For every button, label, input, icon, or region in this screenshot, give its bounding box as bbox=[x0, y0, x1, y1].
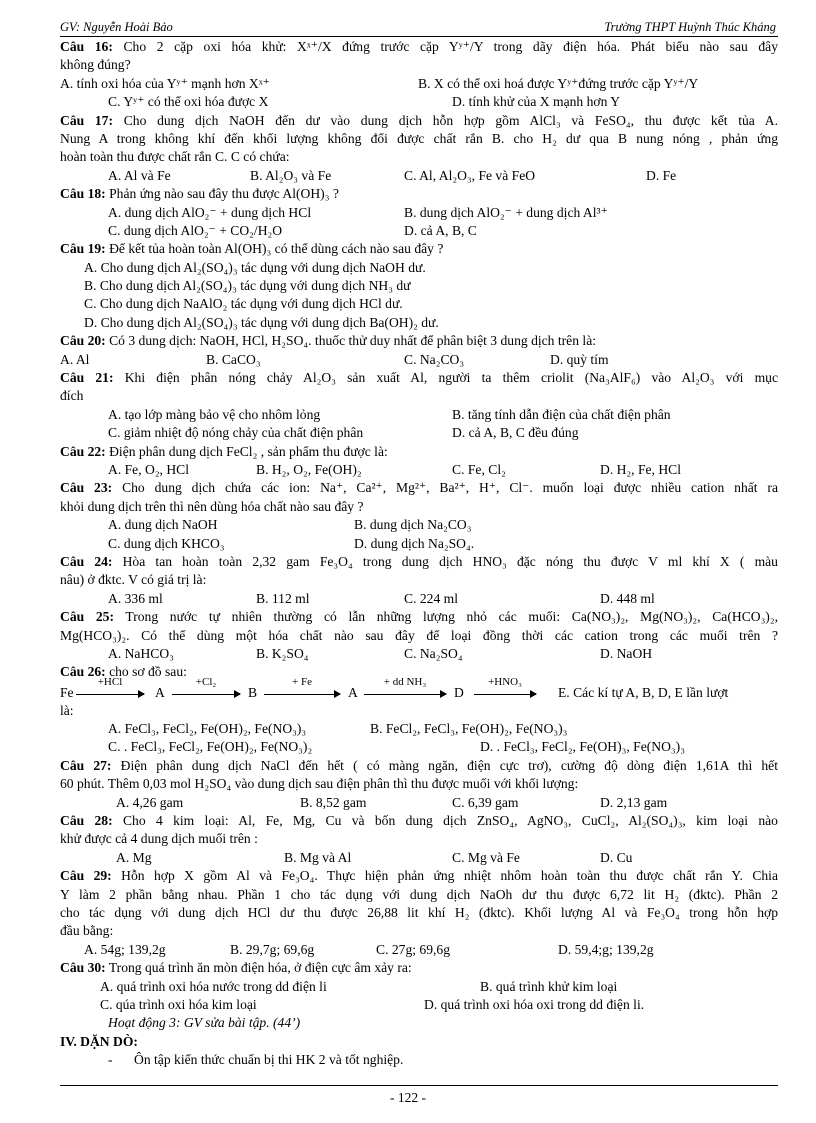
option-b: B. Mg và Al bbox=[284, 849, 352, 865]
scheme-d: D bbox=[454, 684, 464, 700]
option-c: C. Na₂CO₃ bbox=[404, 351, 465, 367]
header-teacher: GV: Nguyễn Hoài Bảo bbox=[60, 20, 173, 34]
option-c: C. giảm nhiệt độ nóng chảy của chất điện phân bbox=[108, 425, 364, 441]
question-29-text-cont2: cho tác dụng với dung dịch HCl dư thu được 26,88 lit khí H₂ (đktc). Khối lượng Al và Fe₃O₄ trong hỗn hợp bbox=[60, 904, 778, 920]
arrow-4-shaft bbox=[364, 684, 446, 695]
question-21-options-row1 bbox=[60, 406, 778, 424]
option-d: D. tính khử của X mạnh hơn Y bbox=[452, 94, 621, 110]
option-d: D. cả A, B, C đều đúng bbox=[452, 425, 579, 441]
question-16-text-cont: không đúng? bbox=[60, 57, 131, 73]
question-17-text-cont2: hoàn toàn thu được chất rắn C. C có chứa: bbox=[60, 149, 290, 165]
option-d: D. H₂, Fe, HCl bbox=[600, 461, 682, 477]
option-d: D. NaOH bbox=[600, 645, 653, 661]
option-c: C. dung dịch KHCO₃ bbox=[108, 535, 225, 551]
question-17-text: Câu 17: Cho dung dịch NaOH đến dư vào dung dịch hỗn hợp gồm AlCl₃ và FeSO₄, thu được kết tủa A. bbox=[60, 112, 778, 128]
arrow-5-label: +HNO₃ bbox=[488, 675, 522, 688]
question-24-options bbox=[60, 590, 778, 608]
option-a: A. 4,26 gam bbox=[116, 794, 184, 810]
question-number: Câu 21: bbox=[60, 370, 114, 386]
option-a: A. dung dịch NaOH bbox=[108, 517, 218, 533]
option-c: C. Na₂SO₄ bbox=[404, 645, 463, 661]
section-homework-title: IV. DẶN DÒ: bbox=[60, 1033, 138, 1049]
question-28-text-cont: khử được cả 4 dung dịch muối trên : bbox=[60, 831, 258, 847]
option-b: B. Al₂O₃ và Fe bbox=[250, 167, 332, 183]
option-d: D. Fe bbox=[646, 167, 677, 183]
option-c: C. 6,39 gam bbox=[452, 794, 519, 810]
question-number: Câu 17: bbox=[60, 112, 113, 128]
option-b: B. K₂SO₄ bbox=[256, 645, 309, 661]
scheme-arrow-1 bbox=[76, 675, 144, 700]
question-29-text: Câu 29: Hỗn hợp X gồm Al và Fe₃O₄. Thực hiện phản ứng nhiệt nhôm hoàn toàn thu được chất rắn Y. Chia bbox=[60, 868, 778, 884]
question-19-option-b: B. Cho dung dịch Al₂(SO₄)₃ tác dụng với dung dịch NH₃ dư bbox=[84, 278, 411, 294]
question-30-options-row2 bbox=[60, 996, 778, 1014]
option-c: C. 27g; 69,6g bbox=[376, 941, 451, 957]
option-d: D. 448 ml bbox=[600, 590, 655, 606]
option-b: B. dung dịch AlO₂⁻ + dung dịch Al³⁺ bbox=[404, 204, 608, 220]
question-22-text: Câu 22: Điện phân dung dịch FeCl₂ , sản phẩm thu được là: bbox=[60, 443, 388, 459]
question-18-options-row1 bbox=[60, 204, 778, 222]
option-b: B. 112 ml bbox=[256, 590, 310, 606]
option-d: D. 59,4;g; 139,2g bbox=[558, 941, 654, 957]
arrow-1-label: +HCl bbox=[97, 675, 123, 688]
question-29-text-cont3: đầu bằng: bbox=[60, 923, 114, 939]
question-number: Câu 26: bbox=[60, 664, 106, 680]
option-d: D. cả A, B, C bbox=[404, 222, 477, 238]
question-16-options-row2 bbox=[60, 93, 778, 111]
option-b: B. 8,52 gam bbox=[300, 794, 367, 810]
option-a: A. FeCl₃, FeCl₂, Fe(OH)₂, Fe(NO₃)₃ bbox=[108, 721, 307, 737]
question-24-text-cont: nâu) ở đktc. V có giá trị là: bbox=[60, 572, 207, 588]
question-19-text: Câu 19: Để kết tủa hoàn toàn Al(OH)₃ có thể dùng cách nào sau đây ? bbox=[60, 241, 444, 257]
question-23-text: Câu 23: Cho dung dịch chứa các ion: Na⁺, Ca²⁺, Mg²⁺, Ba²⁺, H⁺, Cl⁻. muốn loại được nhiều cation nhất ra bbox=[60, 480, 778, 496]
arrow-4-label: + dd NH₃ bbox=[383, 675, 427, 688]
option-d: D. dung dịch Na₂SO₄. bbox=[354, 535, 475, 551]
question-21-text: Câu 21: Khi điện phân nóng chảy Al₂O₃ sản xuất Al, người ta thêm criolit (Na₃AlF₆) vào Al₂O₃ với mục bbox=[60, 370, 778, 386]
question-number: Câu 22: bbox=[60, 443, 106, 459]
question-26-options-row1 bbox=[60, 720, 778, 738]
question-23-text-cont: khỏi dung dịch trên thì nên dùng hóa chất nào sau đây ? bbox=[60, 498, 364, 514]
scheme-arrow-2 bbox=[172, 675, 240, 700]
question-number: Câu 16: bbox=[60, 39, 113, 54]
option-d: D. . FeCl₃, FeCl₂, Fe(OH)₃, Fe(NO₃)₃ bbox=[480, 739, 685, 755]
question-16-options-row1 bbox=[60, 75, 778, 93]
option-a: A. Fe, O₂, HCl bbox=[108, 461, 190, 477]
question-28-options bbox=[60, 849, 778, 867]
question-number: Câu 20: bbox=[60, 333, 106, 349]
question-30-options-row1 bbox=[60, 978, 778, 996]
option-c: C. Mg và Fe bbox=[452, 849, 520, 865]
option-a: A. tính oxi hóa của Yʸ⁺ mạnh hơn Xˣ⁺ bbox=[60, 75, 270, 91]
question-27-text-cont: 60 phút. Thêm 0,03 mol H₂SO₄ vào dung dịch sau điện phân thì thu được muối với khối lượng: bbox=[60, 776, 579, 792]
option-c: C. dung dịch AlO₂⁻ + CO₂/H₂O bbox=[108, 222, 283, 238]
option-b: B. H₂, O₂, Fe(OH)₂ bbox=[256, 461, 362, 477]
arrow-5-shaft bbox=[474, 684, 536, 695]
question-19-option-c: C. Cho dung dịch NaAlO₂ tác dụng với dung dịch HCl dư. bbox=[84, 296, 403, 312]
option-d: D. Cu bbox=[600, 849, 633, 865]
question-29-text-cont: Y làm 2 phần bằng nhau. Phần 1 cho tác dụng với dung dịch NaOh dư thu được 6,72 lit H₂ (đktc). Phần 2 bbox=[60, 886, 778, 902]
question-28-text: Câu 28: Cho 4 kim loại: Al, Fe, Mg, Cu và bốn dung dịch ZnSO₄, AgNO₃, CuCl₂, Al₂(SO₄)₃, kim loại nào bbox=[60, 813, 778, 829]
scheme-arrow-3 bbox=[264, 675, 340, 700]
scheme-a: A bbox=[155, 684, 165, 700]
question-27-options bbox=[60, 794, 778, 812]
option-a: A. Al và Fe bbox=[108, 167, 171, 183]
option-c: C. Fe, Cl₂ bbox=[452, 461, 506, 477]
question-number: Câu 25: bbox=[60, 609, 114, 625]
option-b: B. CaCO₃ bbox=[206, 351, 261, 367]
option-a: A. tạo lớp màng bảo vệ cho nhôm lỏng bbox=[108, 406, 321, 422]
page-header bbox=[60, 20, 778, 37]
question-25-options bbox=[60, 645, 778, 663]
question-25-text: Câu 25: Trong nước tự nhiên thường có lẫn những lượng nhỏ các muối: Ca(NO₃)₂, Mg(NO₃)₂, Ca(HCO₃)₂, bbox=[60, 609, 778, 625]
scheme-fe: Fe bbox=[60, 684, 74, 700]
option-c: C. qúa trình oxi hóa kim loại bbox=[100, 996, 257, 1012]
question-17-text-cont: Nung A trong không khí đến khối lượng không đổi được chất rắn B. cho H₂ dư qua B nung nóng , phản ứng bbox=[60, 130, 778, 146]
option-b: B. 29,7g; 69,6g bbox=[230, 941, 315, 957]
list-dash: - bbox=[108, 1052, 113, 1068]
option-d: D. 2,13 gam bbox=[600, 794, 668, 810]
arrow-2-shaft bbox=[172, 684, 240, 695]
arrow-2-label: +Cl₂ bbox=[195, 675, 217, 688]
scheme-arrow-5 bbox=[474, 675, 536, 700]
question-21-options-row2 bbox=[60, 424, 778, 442]
homework-item bbox=[60, 1051, 778, 1069]
option-a: A. 54g; 139,2g bbox=[84, 941, 166, 957]
question-23-options-row1 bbox=[60, 516, 778, 534]
activity-3: Hoạt động 3: GV sửa bài tập. (44’) bbox=[108, 1015, 301, 1031]
option-a: A. dung dịch AlO₂⁻ + dung dịch HCl bbox=[108, 204, 312, 220]
option-a: A. Mg bbox=[116, 849, 152, 865]
question-number: Câu 18: bbox=[60, 186, 106, 202]
question-number: Câu 24: bbox=[60, 553, 113, 569]
question-number: Câu 28: bbox=[60, 813, 113, 829]
option-c: C. Yʸ⁺ có thể oxi hóa được X bbox=[108, 94, 269, 110]
header-school: Trường THPT Huỳnh Thúc Kháng bbox=[604, 20, 776, 34]
option-a: A. NaHCO₃ bbox=[108, 645, 174, 661]
arrow-3-label: + Fe bbox=[292, 675, 312, 688]
option-a: A. Al bbox=[60, 351, 90, 367]
option-d: D. quá trình oxi hóa oxi trong dd điện li. bbox=[424, 996, 645, 1012]
question-21-text-cont: đích bbox=[60, 388, 84, 404]
option-a: A. quá trình oxi hóa nước trong dd điện li bbox=[100, 978, 327, 994]
question-list bbox=[60, 38, 778, 1069]
question-23-options-row2 bbox=[60, 535, 778, 553]
question-17-options bbox=[60, 167, 778, 185]
scheme-b: B bbox=[248, 684, 258, 700]
question-22-options bbox=[60, 461, 778, 479]
option-b: B. X có thể oxi hoá được Yʸ⁺đứng trước cặp Yʸ⁺/Y bbox=[418, 75, 699, 91]
option-b: B. dung dịch Na₂CO₃ bbox=[354, 517, 472, 533]
question-29-options bbox=[60, 941, 778, 959]
arrow-1-shaft bbox=[76, 684, 144, 695]
question-19-option-a: A. Cho dung dịch Al₂(SO₄)₃ tác dụng với dung dịch NaOH dư. bbox=[84, 259, 426, 275]
question-24-text: Câu 24: Hòa tan hoàn toàn 2,32 gam Fe₃O₄ trong dung dịch HNO₃ đặc nóng thu được V ml khí X ( màu bbox=[60, 553, 778, 569]
option-a: A. 336 ml bbox=[108, 590, 163, 606]
option-b: B. tăng tính dẫn điện của chất điện phân bbox=[452, 406, 671, 422]
arrow-3-shaft bbox=[264, 684, 340, 695]
question-number: Câu 29: bbox=[60, 868, 112, 884]
question-number: Câu 27: bbox=[60, 757, 112, 773]
question-number: Câu 30: bbox=[60, 960, 106, 976]
footer-divider bbox=[60, 1085, 778, 1086]
question-20-text: Câu 20: Có 3 dung dịch: NaOH, HCl, H₂SO₄. thuốc thử duy nhất để phân biệt 3 dung dịch trên là: bbox=[60, 333, 597, 349]
question-26-text-cont: là: bbox=[60, 702, 74, 718]
scheme-arrow-4 bbox=[364, 675, 446, 700]
question-number: Câu 19: bbox=[60, 241, 106, 257]
question-20-options bbox=[60, 351, 778, 369]
question-number: Câu 23: bbox=[60, 480, 113, 496]
question-16-text: Câu 16: Cho 2 cặp oxi hóa khử: Xˣ⁺/X đứng trước cặp Yʸ⁺/Y trong dãy điện hóa. Phát biểu nào sau đây bbox=[60, 39, 778, 54]
question-19-option-d: D. Cho dung dịch Al₂(SO₄)₃ tác dụng với dung dịch Ba(OH)₂ dư. bbox=[84, 314, 439, 330]
option-b: B. FeCl₂, FeCl₃, Fe(OH)₂, Fe(NO₃)₃ bbox=[370, 721, 568, 737]
question-18-text: Câu 18: Phản ứng nào sau đây thu được Al(OH)₃ ? bbox=[60, 186, 339, 202]
option-c: C. Al, Al₂O₃, Fe và FeO bbox=[404, 167, 536, 183]
reaction-scheme bbox=[60, 675, 778, 702]
question-30-text: Câu 30: Trong quá trình ăn mòn điện hóa, ở điện cực âm xảy ra: bbox=[60, 960, 412, 976]
page-number: - 122 - bbox=[390, 1090, 426, 1105]
option-c: C. 224 ml bbox=[404, 590, 459, 606]
option-b: B. quá trình khử kim loại bbox=[480, 978, 618, 994]
question-18-options-row2 bbox=[60, 222, 778, 240]
question-25-text-cont: Mg(HCO₃)₂. Có thể dùng một hóa chất nào sau đây để loại đồng thời các cation trong các muối trên ? bbox=[60, 627, 778, 643]
question-26-text: Câu 26: cho sơ đồ sau: bbox=[60, 664, 187, 680]
scheme-e-text: E. Các kí tự A, B, D, E lần lượt bbox=[558, 684, 729, 700]
option-c: C. . FeCl₃, FeCl₂, Fe(OH)₂, Fe(NO₃)₂ bbox=[108, 739, 313, 755]
homework-item-text: Ôn tập kiến thức chuẩn bị thi HK 2 và tốt nghiệp. bbox=[134, 1052, 404, 1068]
question-26-options-row2 bbox=[60, 738, 778, 756]
option-d: D. quỳ tím bbox=[550, 351, 609, 367]
question-27-text: Câu 27: Điện phân dung dịch NaCl đến hết ( có màng ngăn, điện cực trơ), cường độ dòng điện 1,61A thì hết bbox=[60, 757, 778, 773]
scheme-a2: A bbox=[348, 684, 358, 700]
